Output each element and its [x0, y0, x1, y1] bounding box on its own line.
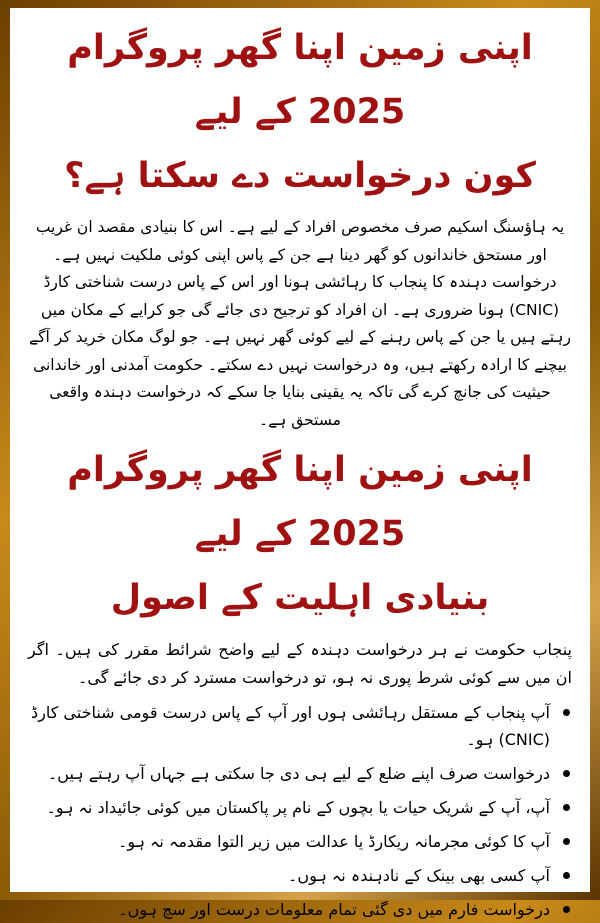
list-item	[28, 699, 550, 753]
list-item	[28, 828, 550, 855]
bullet-icon	[563, 872, 570, 879]
heading2-line2: بنیادی اہلیت کے اصول	[110, 578, 490, 618]
rule-text: آپ پنجاب کے مستقل رہائشی ہوں اور آپ کے پاس درست قومی شناختی کارڈ (CNIC) ہو۔	[30, 703, 550, 749]
heading2-line1: اپنی زمین اپنا گھر پروگرام 2025 کے لیے	[67, 450, 533, 554]
rule-text: درخواست صرف اپنے ضلع کے لیے ہی دی جا سکتی ہے جہاں آپ رہتے ہیں۔	[47, 764, 550, 783]
rules-intro: پنجاب حکومت نے ہر درخواست دہندہ کے لیے واضح شرائط مقرر کی ہیں۔ اگر ان میں سے کوئی شرط پوری نہ ہو، تو درخواست مسترد کر دی جائے گی۔	[28, 640, 572, 687]
bullet-icon	[563, 838, 570, 845]
rule-text: آپ کا کوئی مجرمانہ ریکارڈ یا عدالت میں زیر التوا مقدمہ نہ ہو۔	[117, 832, 550, 851]
bullet-icon	[563, 709, 570, 716]
rule-text: آپ، آپ کے شریک حیات یا بچوں کے نام پر پاکستان میں کوئی جائیداد نہ ہو۔	[46, 798, 550, 817]
rule-text: آپ کسی بھی بینک کے نادہندہ نہ ہوں۔	[288, 866, 550, 885]
list-item	[28, 794, 550, 821]
heading-eligibility-who	[28, 16, 572, 208]
list-item	[28, 862, 550, 889]
list-item	[28, 896, 550, 923]
heading1-line2: کون درخواست دے سکتا ہے؟	[64, 156, 536, 196]
bullet-icon	[563, 770, 570, 777]
bullet-icon	[563, 804, 570, 811]
rule-text: درخواست فارم میں دی گئی تمام معلومات درست اور سچ ہوں۔	[118, 900, 550, 919]
heading-basic-rules	[28, 438, 572, 630]
intro-paragraph: یہ ہاؤسنگ اسکیم صرف مخصوص افراد کے لیے ہے۔ اس کا بنیادی مقصد ان غریب اور مستحق خاندانوں کو گھر دینا ہے جن کے پاس اپنی کوئی ملکیت نہیں ہے۔ درخواست دہندہ کا پنجاب کا رہائشی ہونا اور اس کے پاس درست شناختی کارڈ (CNIC) ہونا ضروری ہے۔ ان افراد کو ترجیح دی جائے گی جو کرایے کے مکان میں رہتے ہیں یا جن کے پاس رہنے کے لیے کوئی گھر نہیں ہے۔ جو لوگ مکان خرید کر آگے بیچنے کا ارادہ رکھتے ہیں، وہ درخواست نہیں دے سکتے۔ حکومت آمدنی اور خاندانی حیثیت کی جانچ کرے گی تاکہ یہ یقینی بنایا جا سکے کہ درخواست دہندہ واقعی مستحق ہے۔	[29, 218, 571, 429]
bullet-icon	[563, 906, 570, 913]
rules-list	[28, 699, 572, 923]
heading1-line1: اپنی زمین اپنا گھر پروگرام 2025 کے لیے	[67, 28, 533, 132]
article-card	[10, 8, 590, 919]
list-item	[28, 760, 550, 787]
